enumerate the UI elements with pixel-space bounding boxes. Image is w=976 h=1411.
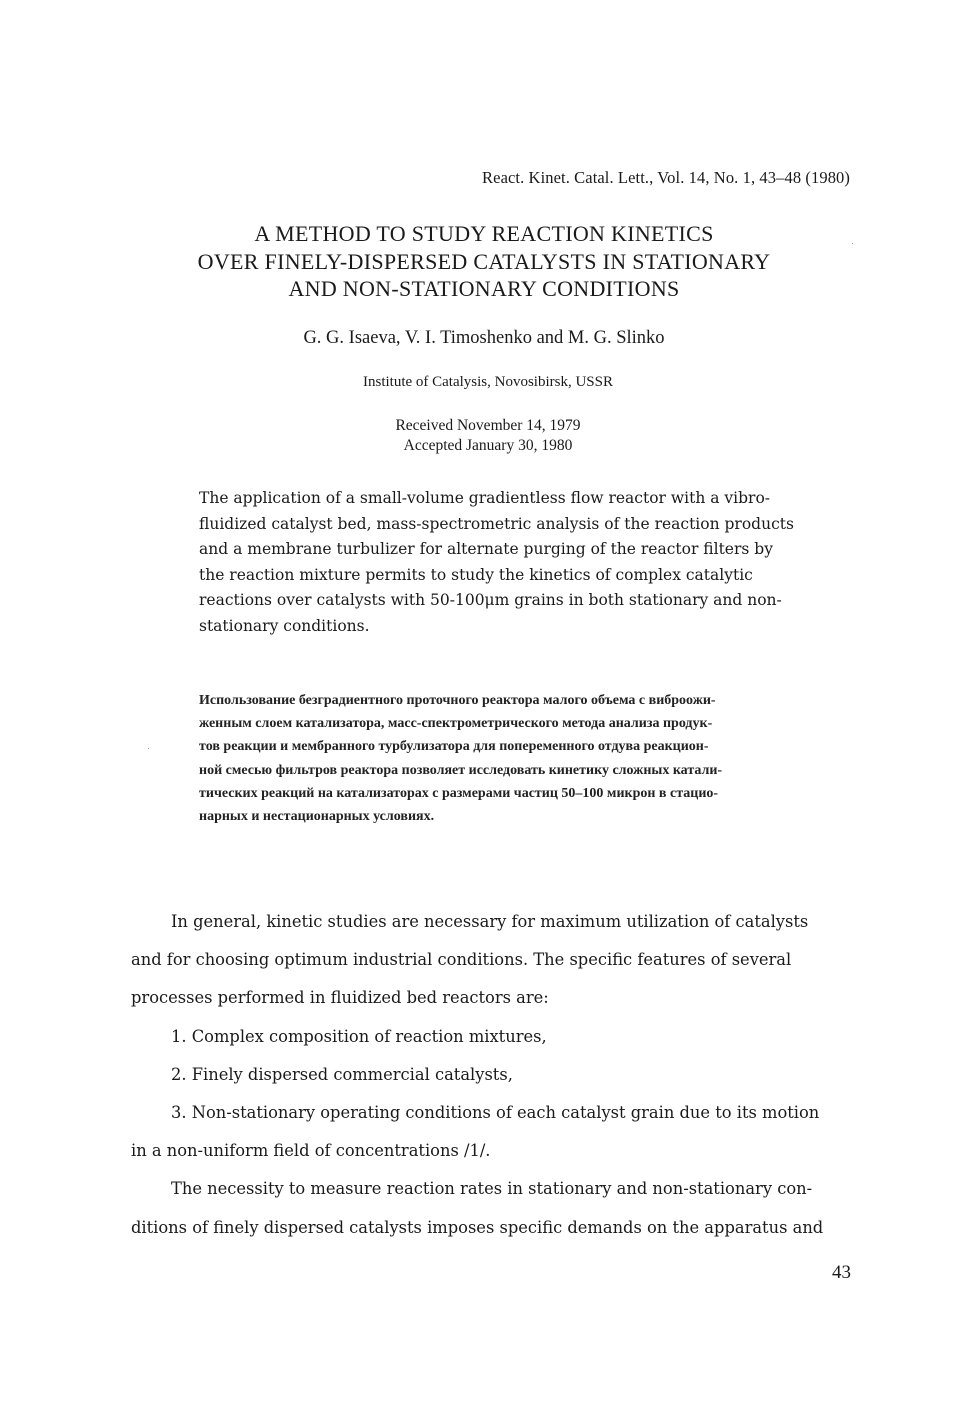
body-line: and for choosing optimum industrial conditions. The specific features of several — [131, 950, 792, 970]
list-item: 3. Non-stationary operating conditions of each catalyst grain due to its motion — [171, 1103, 820, 1123]
abstract-line: reactions over catalysts with 50-100μm grains in both stationary and non- — [199, 591, 782, 609]
list-item: 1. Complex composition of reaction mixtures, — [171, 1026, 547, 1046]
abstract-line: The application of a small-volume gradientless flow reactor with a vibro- — [199, 489, 771, 507]
title-line: AND NON-STATIONARY CONDITIONS — [288, 276, 680, 301]
received-date: Received November 14, 1979 — [395, 417, 581, 434]
abstract-line: Использование безградиентного проточного реактора малого объема с виброожи- — [199, 693, 716, 708]
abstract-line: stationary conditions. — [199, 616, 370, 635]
abstract-english — [199, 486, 859, 639]
title-line: OVER FINELY-DISPERSED CATALYSTS IN STATIONARY — [197, 248, 771, 274]
scan-speck — [852, 243, 853, 244]
accepted-date: Accepted January 30, 1980 — [403, 437, 573, 454]
body-line: ditions of finely dispersed catalysts imposes specific demands on the apparatus and — [131, 1217, 824, 1237]
abstract-line: женным слоем катализатора, масс-спектрометрического метода анализа продук- — [199, 716, 713, 732]
abstract-russian — [199, 689, 859, 828]
body-text — [131, 903, 851, 1247]
abstract-line: тических реакций на катализаторах с размерами частиц 50–100 микрон в стацио- — [199, 785, 719, 801]
page-number: 43 — [832, 1262, 851, 1283]
title-line: A METHOD TO STUDY REACTION KINETICS — [254, 221, 714, 246]
list-item: 2. Finely dispersed commercial catalysts, — [171, 1064, 513, 1084]
body-line: in a non-uniform field of concentrations /1/. — [131, 1141, 491, 1161]
abstract-line: the reaction mixture permits to study the kinetics of complex catalytic — [199, 565, 753, 584]
submission-dates — [0, 416, 976, 456]
body-line: The necessity to measure reaction rates in stationary and non-stationary con- — [171, 1179, 813, 1199]
abstract-line: and a membrane turbulizer for alternate purging of the reactor filters by — [199, 540, 773, 558]
abstract-line: fluidized catalyst bed, mass-spectrometric analysis of the reaction products — [199, 514, 794, 533]
affiliation: Institute of Catalysis, Novosibirsk, USSR — [362, 374, 613, 390]
journal-reference: React. Kinet. Catal. Lett., Vol. 14, No. 1, 43–48 (1980) — [482, 168, 850, 187]
paper-title — [0, 220, 972, 303]
abstract-line: ной смесью фильтров реактора позволяет исследовать кинетику сложных катали- — [199, 762, 723, 778]
abstract-line: нарных и нестационарных условиях. — [199, 809, 435, 825]
abstract-line: тов реакции и мембранного турбулизатора для попеременного отдува реакцион- — [199, 739, 709, 755]
scan-speck — [148, 748, 149, 749]
body-line: In general, kinetic studies are necessary for maximum utilization of catalysts — [171, 912, 809, 931]
author-list: G. G. Isaeva, V. I. Timoshenko and M. G. Slinko — [303, 328, 665, 348]
body-line: processes performed in fluidized bed reactors are: — [131, 988, 549, 1008]
